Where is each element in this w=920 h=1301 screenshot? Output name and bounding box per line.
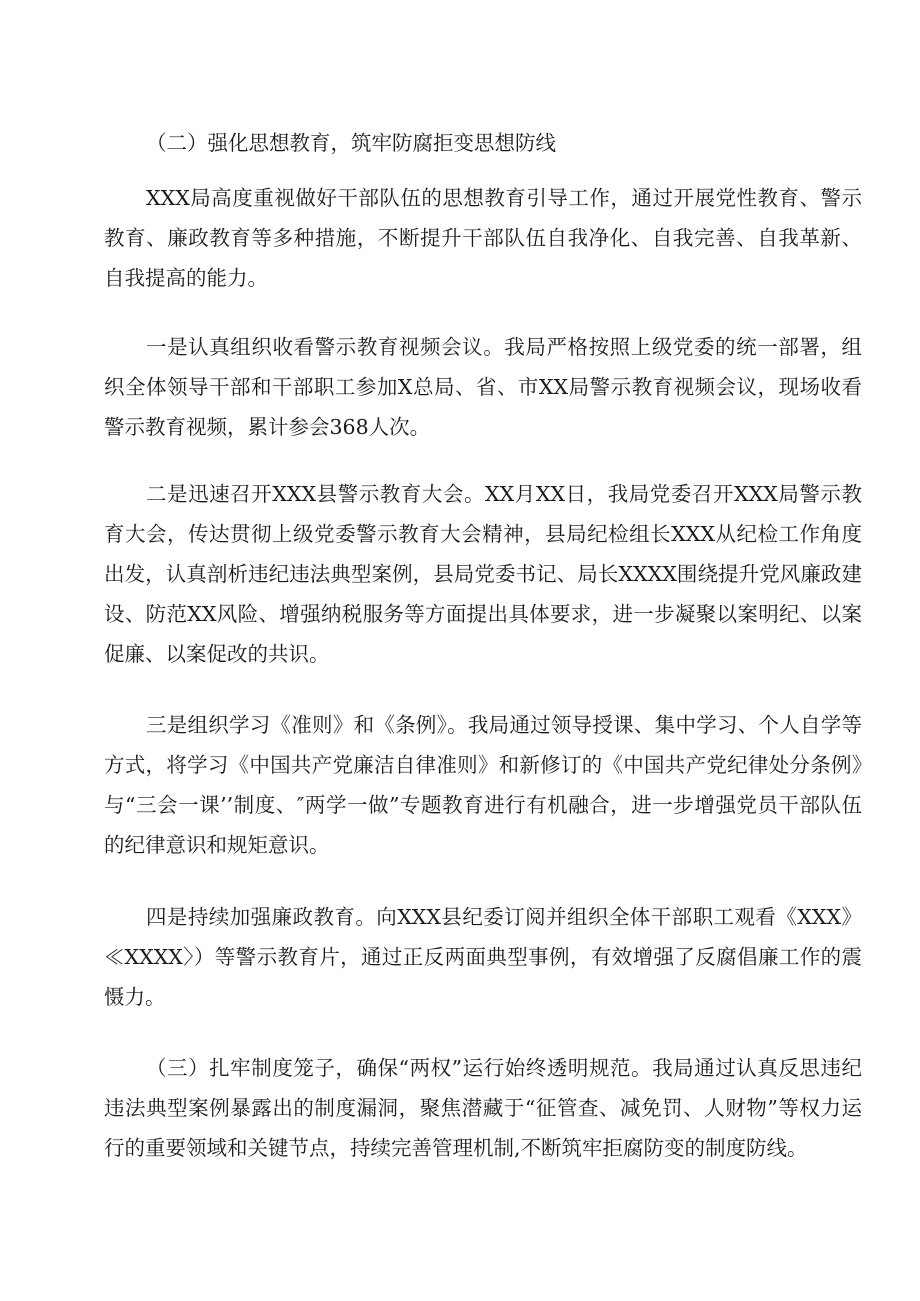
paragraph-item-four: 四是持续加强廉政教育。向XXX县纪委订阅并组织全体干部职工观看《XXX》≪XXXX〉）等警示教育片，通过正反两面典型事例，有效增强了反腐倡廉工作的震慑力。 (104, 905, 862, 1009)
paragraph-item-two: 二是迅速召开XXX县警示教育大会。XX月XX日，我局党委召开XXX局警示教育大会，传达贯彻上级党委警示教育大会精神，县局纪检组长XXX从纪检工作角度出发，认真剖析违纪违法典型案例，县局党委书记、局长XXXX围绕提升党风廉政建设、防范XX风险、增强纳税服务等方面提出具体要求，进一步凝聚以案明纪、以案促廉、以案促改的共识。 (104, 482, 862, 666)
section-heading-3-paragraph: （三）扎牢制度笼子，确保“两权”运行始终透明规范。我局通过认真反思违纪违法典型案例暴露出的制度漏洞，聚焦潜藏于“征管查、减免罚、人财物”等权力运行的重要领域和关键节点，持续完善管理机制,不断筑牢拒腐防变的制度防线。 (104, 1056, 862, 1160)
section-heading-2: （二）强化思想教育，筑牢防腐拒变思想防线 (146, 131, 556, 155)
paragraph-intro: XXX局高度重视做好干部队伍的思想教育引导工作，通过开展党性教育、警示教育、廉政教育等多种措施，不断提升干部队伍自我净化、自我完善、自我革新、自我提高的能力。 (104, 186, 862, 290)
paragraph-item-one: 一是认真组织收看警示教育视频会议。我局严格按照上级党委的统一部署，组织全体领导干部和干部职工参加X总局、省、市XX局警示教育视频会议，现场收看警示教育视频，累计参会368人次。 (104, 335, 862, 439)
paragraph-item-three: 三是组织学习《准则》和《条例》。我局通过领导授课、集中学习、个人自学等方式，将学习《中国共产党廉洁自律准则》和新修订的《中国共产党纪律处分条例》与“三会一课’’制度、″两学一做”专题教育进行有机融合，进一步增强党员干部队伍的纪律意识和规矩意识。 (104, 713, 862, 857)
